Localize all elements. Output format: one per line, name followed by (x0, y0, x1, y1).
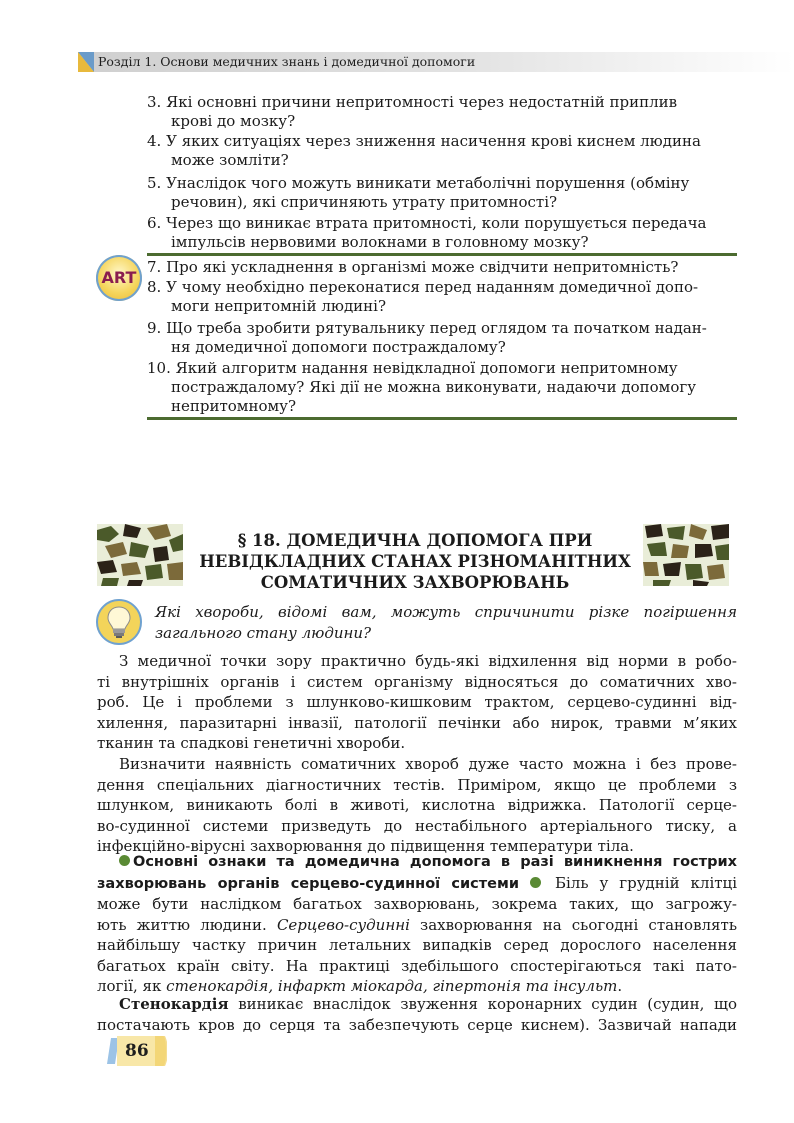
subheading-part1: Основні ознаки та домедична допомога в разі виникнення гострих (133, 854, 737, 870)
bullet-dot-icon (119, 855, 130, 866)
question-10: 10. Який алгоритм надання невідкладної допомоги непритомному постраждалому? Які дії не можна виконувати, надаючи допомогу непритомному? (147, 359, 697, 415)
bullet-dot-icon-2 (530, 877, 541, 888)
section-title: § 18. ДОМЕДИЧНА ДОПОМОГА ПРИ НЕВІДКЛАДНИХ СТАНАХ РІЗНОМАНІТНИХ СОМАТИЧНИХ ЗАХВОРЮВАНЬ (199, 531, 631, 592)
paragraph-2: Визначити наявність соматичних хвороб дуже часто можна і без прове- дення спеціальних діагностичних тестів. Приміром, якщо це проблеми з шлунком, виникають болі в животі, кислотна відрижка. Патології серце- во-судинної системи призведуть до нестабільного артеріального тиску, а інфекційно-вірусні захворювання до підвищення температури тіла. (97, 755, 737, 855)
paragraph-3: Основні ознаки та домедична допомога в разі виникнення гострих захворювань органів серцево-судинної системи Біль у грудній клітці може бути наслідком багатьох захворювань, зокрема таких, що загрожу- ють життю людини. Серцево-судинні захворювання на сьогодні становлять найбільшу частку причин летальних випадків серед дорослого населення багатьох країн світу. На практиці здебільшого спостерігаються такі пато- логії, як стенокардія, інфаркт міокарда, гіпертонія та інсульт. (97, 854, 737, 995)
intro-question: Які хвороби, відомі вам, можуть спричинити різке погіршення загального стану людини? (155, 603, 737, 642)
divider-rule-bottom (147, 417, 737, 420)
question-7: 7. Про які ускладнення в організмі може свідчити непритомність? (147, 258, 679, 276)
divider-rule (147, 253, 737, 256)
question-5: 5. Унаслідок чого можуть виникати метаболічні порушення (обміну речовин), які спричиняють утрату притомності? (147, 174, 690, 211)
header-corner-accent (78, 52, 94, 72)
running-header (78, 52, 794, 72)
question-9: 9. Що треба зробити рятувальнику перед оглядом та початком надан- ня домедичної допомоги постраждалому? (147, 319, 707, 356)
paragraph-4: Стенокардія виникає внаслідок звуження коронарних судин (судин, що постачають кров до серця та забезпечують серце киснем). Зазвичай напади (97, 995, 737, 1034)
page-number: 86 (107, 1034, 167, 1068)
art-badge-icon: ART (96, 255, 142, 301)
paragraph-1: З медичної точки зору практично будь-які відхилення від норми в робо- ті внутрішніх органів і систем організму відносяться до соматичних хво- роб. Це і проблеми з шлунково-кишковим трактом, серцево-судинні від- хилення, паразитарні інвазії, патології печінки або нирок, травми м’яких тканин та спадкові генетичні хвороби. (97, 652, 737, 752)
question-4: 4. У яких ситуаціях через зниження насичення крові киснем людина може зомліти? (147, 132, 701, 169)
camouflage-pattern-icon-right (643, 524, 729, 586)
camouflage-pattern-icon (97, 524, 183, 586)
question-3: 3. Які основні причини непритомності через недостатній приплив крові до мозку? (147, 93, 678, 130)
section-header-text: Розділ 1. Основи медичних знань і домедичної допомоги (98, 54, 476, 69)
question-8: 8. У чому необхідно переконатися перед наданням домедичної допо- моги непритомній людині? (147, 278, 699, 315)
question-6: 6. Через що виникає втрата притомності, коли порушується передача імпульсів нервовими волокнами в головному мозку? (147, 214, 707, 251)
subheading-part2: захворювань органів серцево-судинної системи (97, 875, 519, 892)
lightbulb-icon (96, 598, 142, 646)
